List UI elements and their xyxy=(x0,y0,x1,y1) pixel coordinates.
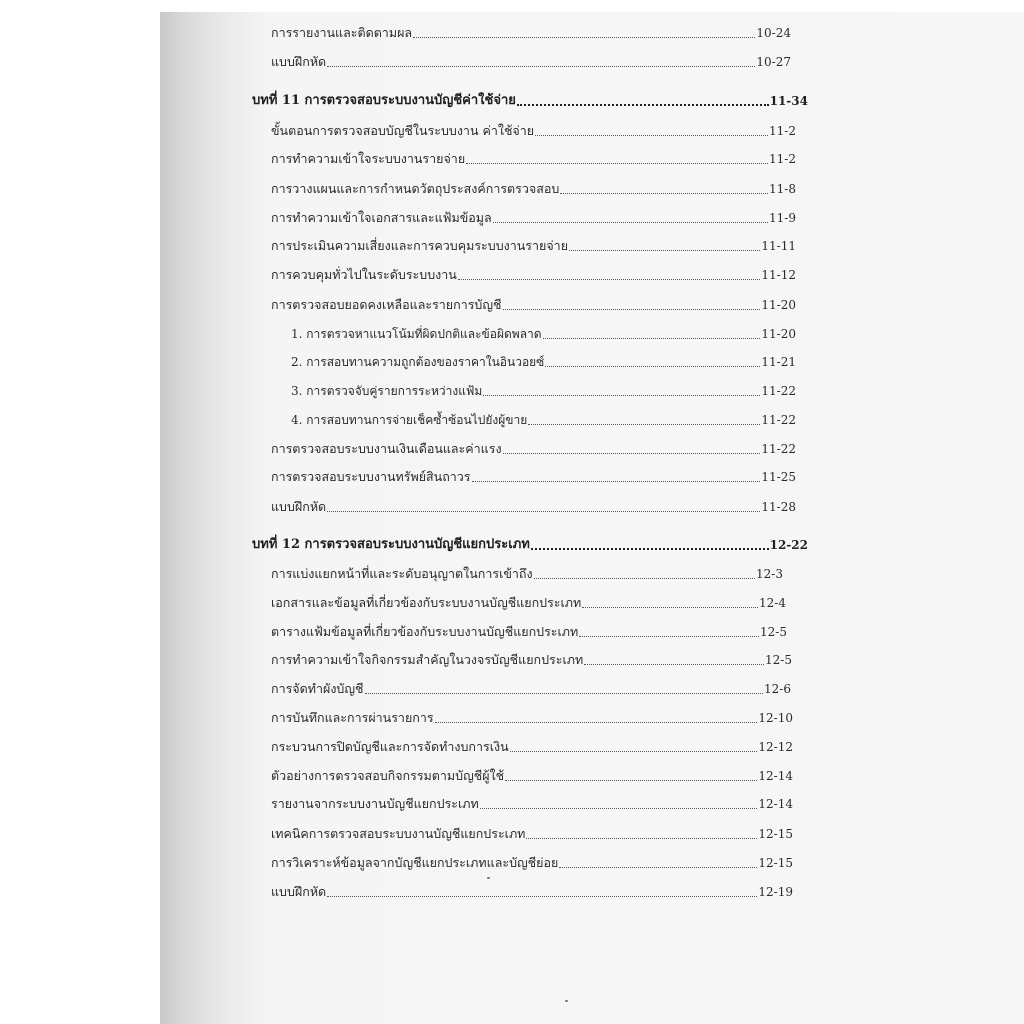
toc-entry-title: กระบวนการปิดบัญชีและการจัดทำงบการเงิน xyxy=(271,739,509,754)
toc-entry-page: 10-27 xyxy=(756,55,791,69)
toc-entry-page: 11-22 xyxy=(761,442,796,456)
toc-entry-page: 12-15 xyxy=(758,827,793,841)
toc-entry xyxy=(271,25,791,41)
dot-leader xyxy=(458,279,761,280)
toc-entry-title: การจัดทำผังบัญชี xyxy=(271,681,364,696)
dot-leader xyxy=(480,808,758,809)
toc-subentry xyxy=(291,383,796,399)
toc-entry xyxy=(271,652,792,668)
toc-entry-title: การตรวจสอบระบบงานทรัพย์สินถาวร xyxy=(271,469,471,484)
toc-entry-page: 11-2 xyxy=(769,152,796,166)
dot-leader xyxy=(505,780,757,781)
toc-entry-title: แบบฝึกหัด xyxy=(271,499,327,514)
dot-leader xyxy=(503,309,761,310)
toc-entry-page: 11-20 xyxy=(761,298,796,312)
scan-speck xyxy=(487,877,490,879)
dot-leader xyxy=(413,37,755,38)
toc-entry xyxy=(271,796,793,812)
dot-leader xyxy=(503,453,761,454)
toc-entry-title: การรายงานและติดตามผล xyxy=(271,25,413,40)
toc-subentry-title: 3. การตรวจจับคู่รายการระหว่างแฟ้ม xyxy=(291,384,483,398)
toc-subentry-page: 11-22 xyxy=(761,413,796,427)
scan-speck xyxy=(565,1000,568,1002)
toc-entry-page: 11-8 xyxy=(769,182,796,196)
dot-leader xyxy=(510,751,758,752)
toc-chapter-title: บทที่ 12 การตรวจสอบระบบงานบัญชีแยกประเภท xyxy=(252,537,530,552)
toc-entry xyxy=(271,499,796,515)
toc-entry-page: 11-11 xyxy=(761,239,796,253)
toc-chapter-title: บทที่ 11 การตรวจสอบระบบงานบัญชีค่าใช้จ่าย xyxy=(252,93,516,108)
dot-leader xyxy=(483,395,760,396)
toc-entry xyxy=(271,739,793,755)
toc-entry-page: 12-19 xyxy=(758,885,793,899)
dot-leader xyxy=(517,104,769,106)
toc-entry-page: 12-14 xyxy=(758,769,793,783)
dot-leader xyxy=(327,896,757,897)
dot-leader xyxy=(579,636,759,637)
toc-entry xyxy=(271,238,796,254)
toc-entry-page: 12-4 xyxy=(759,596,786,610)
toc-entry-page: 12-3 xyxy=(756,567,783,581)
toc-entry xyxy=(271,624,787,640)
toc-entry-page: 12-5 xyxy=(765,653,792,667)
toc-entry-page: 12-14 xyxy=(758,797,793,811)
dot-leader xyxy=(327,511,760,512)
toc-subentry-title: 1. การตรวจหาแนวโน้มที่ผิดปกติและข้อผิดพลาด xyxy=(291,327,542,341)
toc-subentry xyxy=(291,326,796,342)
toc-entry-title: การทำความเข้าใจกิจกรรมสำคัญในวงจรบัญชีแยกประเภท xyxy=(271,652,584,667)
toc-entry-title: การตรวจสอบยอดคงเหลือและรายการบัญชี xyxy=(271,297,502,312)
toc-entry-title: การตรวจสอบระบบงานเงินเดือนและค่าแรง xyxy=(271,441,502,456)
dot-leader xyxy=(545,366,760,367)
toc-chapter-page: 12-22 xyxy=(769,538,808,552)
toc-entry-title: การวางแผนและการกำหนดวัตถุประสงค์การตรวจสอบ xyxy=(271,181,560,196)
toc-entry xyxy=(271,441,796,457)
dot-leader xyxy=(528,424,760,425)
dot-leader xyxy=(584,664,764,665)
dot-leader xyxy=(435,722,758,723)
toc-entry xyxy=(271,54,791,70)
dot-leader xyxy=(327,66,755,67)
toc-entry xyxy=(271,768,793,784)
toc-entry-page: 11-28 xyxy=(761,500,796,514)
toc-entry-page: 12-15 xyxy=(758,856,793,870)
toc-entry xyxy=(271,181,796,197)
toc-entry xyxy=(271,681,791,697)
toc-entry xyxy=(271,297,796,313)
toc-entry xyxy=(271,469,796,485)
toc-entry-title: การทำความเข้าใจระบบงานรายจ่าย xyxy=(271,151,466,166)
dot-leader xyxy=(365,693,764,694)
toc-entry-page: 12-12 xyxy=(758,740,793,754)
toc-chapter-page: 11-34 xyxy=(769,94,808,108)
toc-chapter xyxy=(252,93,808,109)
toc-entry-title: การแบ่งแยกหน้าที่และระดับอนุญาตในการเข้าถึง xyxy=(271,566,533,581)
toc-entry-title: แบบฝึกหัด xyxy=(271,884,327,899)
dot-leader xyxy=(535,135,768,136)
toc-subentry-title: 2. การสอบทานความถูกต้องของราคาในอินวอยซ์ xyxy=(291,355,545,369)
dot-leader xyxy=(543,338,761,339)
toc-chapter xyxy=(252,537,808,553)
toc-entry-title: การประเมินความเสี่ยงและการควบคุมระบบงานรายจ่าย xyxy=(271,238,569,253)
dot-leader xyxy=(582,607,758,608)
toc-entry-title: การบันทึกและการผ่านรายการ xyxy=(271,710,434,725)
dot-leader xyxy=(559,867,757,868)
dot-leader xyxy=(560,193,768,194)
toc-entry-page: 12-5 xyxy=(760,625,787,639)
toc-subentry-page: 11-20 xyxy=(761,327,796,341)
toc-entry xyxy=(271,123,796,139)
toc-entry xyxy=(271,884,793,900)
toc-entry-title: ขั้นตอนการตรวจสอบบัญชีในระบบงาน ค่าใช้จ่าย xyxy=(271,123,535,138)
toc-subentry xyxy=(291,412,796,428)
toc-entry-title: การทำความเข้าใจเอกสารและแฟ้มข้อมูล xyxy=(271,210,492,225)
toc-entry xyxy=(271,210,796,226)
toc-entry-page: 11-2 xyxy=(769,124,796,138)
toc-entry-page: 12-6 xyxy=(764,682,791,696)
toc-entry-title: ตัวอย่างการตรวจสอบกิจกรรมตามบัญชีผู้ใช้ xyxy=(271,768,505,783)
toc-entry-title: เอกสารและข้อมูลที่เกี่ยวข้องกับระบบงานบัญชีแยกประเภท xyxy=(271,595,582,610)
dot-leader xyxy=(534,578,755,579)
toc-entry-title: แบบฝึกหัด xyxy=(271,54,327,69)
toc-entry xyxy=(271,855,793,871)
dot-leader xyxy=(526,838,757,839)
toc-subentry-title: 4. การสอบทานการจ่ายเช็คซ้ำซ้อนไปยังผู้ขาย xyxy=(291,413,528,427)
toc-entry-page: 11-12 xyxy=(761,268,796,282)
toc-entry-title: รายงานจากระบบงานบัญชีแยกประเภท xyxy=(271,796,479,811)
toc-entry-page: 11-9 xyxy=(769,211,796,225)
toc-entry-page: 10-24 xyxy=(756,26,791,40)
toc-entry-title: การวิเคราะห์ข้อมูลจากบัญชีแยกประเภทและบัญชีย่อย xyxy=(271,855,559,870)
toc-subentry-page: 11-22 xyxy=(761,384,796,398)
toc-entry-page: 11-25 xyxy=(761,470,796,484)
dot-leader xyxy=(466,163,768,164)
toc-entry-page: 12-10 xyxy=(758,711,793,725)
toc-entry xyxy=(271,595,786,611)
toc-entry xyxy=(271,826,793,842)
dot-leader xyxy=(472,481,761,482)
toc-entry xyxy=(271,151,796,167)
dot-leader xyxy=(493,222,768,223)
toc-entry xyxy=(271,566,783,582)
dot-leader xyxy=(531,548,769,550)
toc-subentry xyxy=(291,354,796,370)
toc-subentry-page: 11-21 xyxy=(761,355,796,369)
toc-entry-title: ตารางแฟ้มข้อมูลที่เกี่ยวข้องกับระบบงานบัญชีแยกประเภท xyxy=(271,624,579,639)
dot-leader xyxy=(569,250,760,251)
toc-entry xyxy=(271,267,796,283)
toc-entry xyxy=(271,710,793,726)
toc-entry-title: เทคนิคการตรวจสอบระบบงานบัญชีแยกประเภท xyxy=(271,826,526,841)
toc-entry-title: การควบคุมทั่วไปในระดับระบบงาน xyxy=(271,267,457,282)
